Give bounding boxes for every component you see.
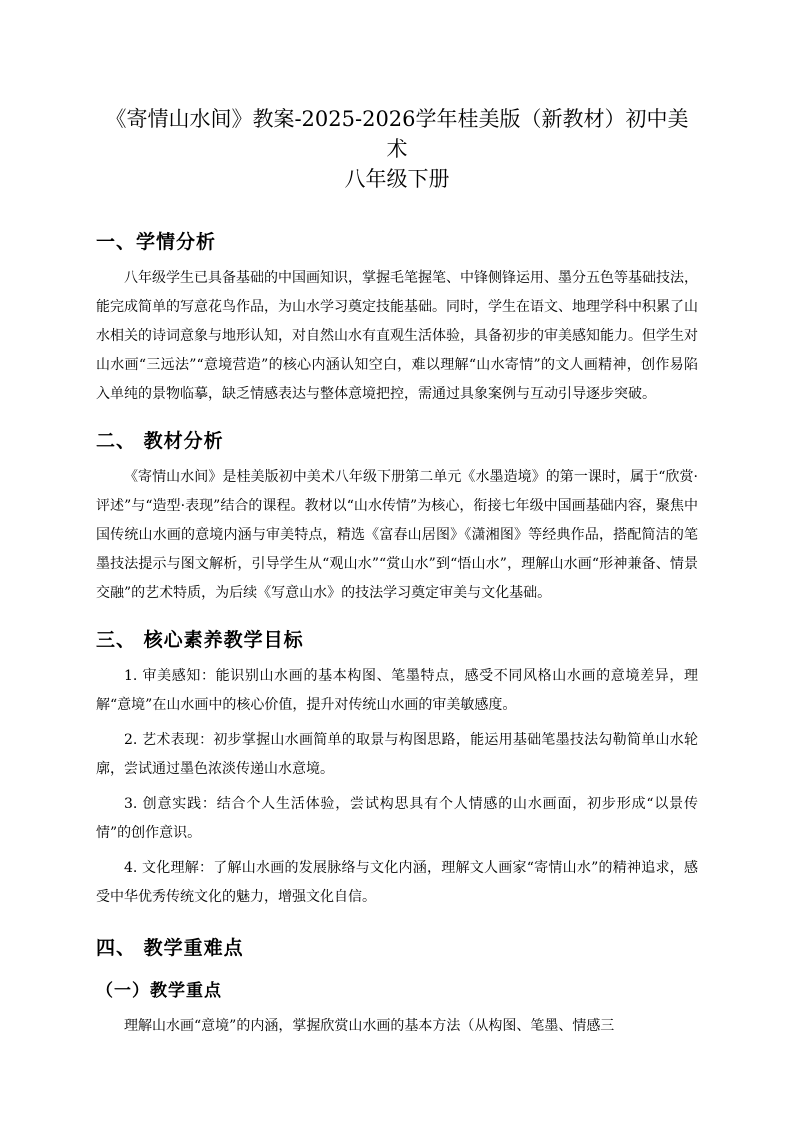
- document-title-line2: 八年级下册: [344, 167, 450, 191]
- section-heading-learner-analysis: 一、学情分析: [96, 231, 217, 253]
- textbook-analysis-paragraph: 《寄情山水间》是桂美版初中美术八年级下册第二单元《水墨造境》的第一课时，属于“欣赏·评述”与“造型·表现”结合的课程。教材以“山水传情”为核心，衔接七年级中国画基础内容，聚焦中国传统山水画的意境内涵与审美特点，精选《富春山居图》《潇湘图》等经典作品，搭配简洁的笔墨技法提示与图文解析，引导学生从“观山水”“赏山水”到“悟山水”，理解山水画“形神兼备、情景交融”的艺术特质，为后续《写意山水》的技法学习奠定审美与文化基础。: [96, 469, 698, 601]
- document-page: [96, 96, 698, 1041]
- objective-item: 1. 审美感知：能识别山水画的基本构图、笔墨特点，感受不同风格山水画的意境差异，理解“意境”在山水画中的核心价值，提升对传统山水画的审美敏感度。: [96, 668, 698, 713]
- section-heading-teaching-objectives: 三、 核心素养教学目标: [96, 629, 304, 651]
- objective-item: 4. 文化理解：了解山水画的发展脉络与文化内涵，理解文人画家“寄情山水”的精神追求，感受中华优秀传统文化的魅力，增强文化自信。: [96, 860, 698, 905]
- objective-item: 3. 创意实践：结合个人生活体验，尝试构思具有个人情感的山水画面，初步形成“以景传情”的创作意识。: [96, 796, 698, 841]
- document-title-line1: 《寄情山水间》教案-2025-2026学年桂美版（新教材）初中美术: [105, 107, 689, 161]
- learner-analysis-paragraph: 八年级学生已具备基础的中国画知识，掌握毛笔握笔、中锋侧锋运用、墨分五色等基础技法，能完成简单的写意花鸟作品，为山水学习奠定技能基础。同时，学生在语文、地理学科中积累了山水相关的诗词意象与地形认知，对自然山水有直观生活体验，具备初步的审美感知能力。但学生对山水画“三远法”“意境营造”的核心内涵认知空白，难以理解“山水寄情”的文人画精神，创作易陷入单纯的景物临摹，缺乏情感表达与整体意境把控，需通过具象案例与互动引导逐步突破。: [96, 270, 698, 402]
- objective-item: 2. 艺术表现：初步掌握山水画简单的取景与构图思路，能运用基础笔墨技法勾勒简单山水轮廓，尝试通过墨色浓淡传递山水意境。: [96, 732, 698, 777]
- section-heading-key-difficulties: 四、 教学重难点: [96, 937, 244, 959]
- document-title: [96, 104, 698, 194]
- section-heading-textbook-analysis: 二、 教材分析: [96, 430, 224, 452]
- subsection-heading-teaching-focus: （一）教学重点: [96, 981, 222, 1001]
- teaching-focus-paragraph: 理解山水画“意境”的内涵，掌握欣赏山水画的基本方法（从构图、笔墨、情感三: [124, 1018, 615, 1034]
